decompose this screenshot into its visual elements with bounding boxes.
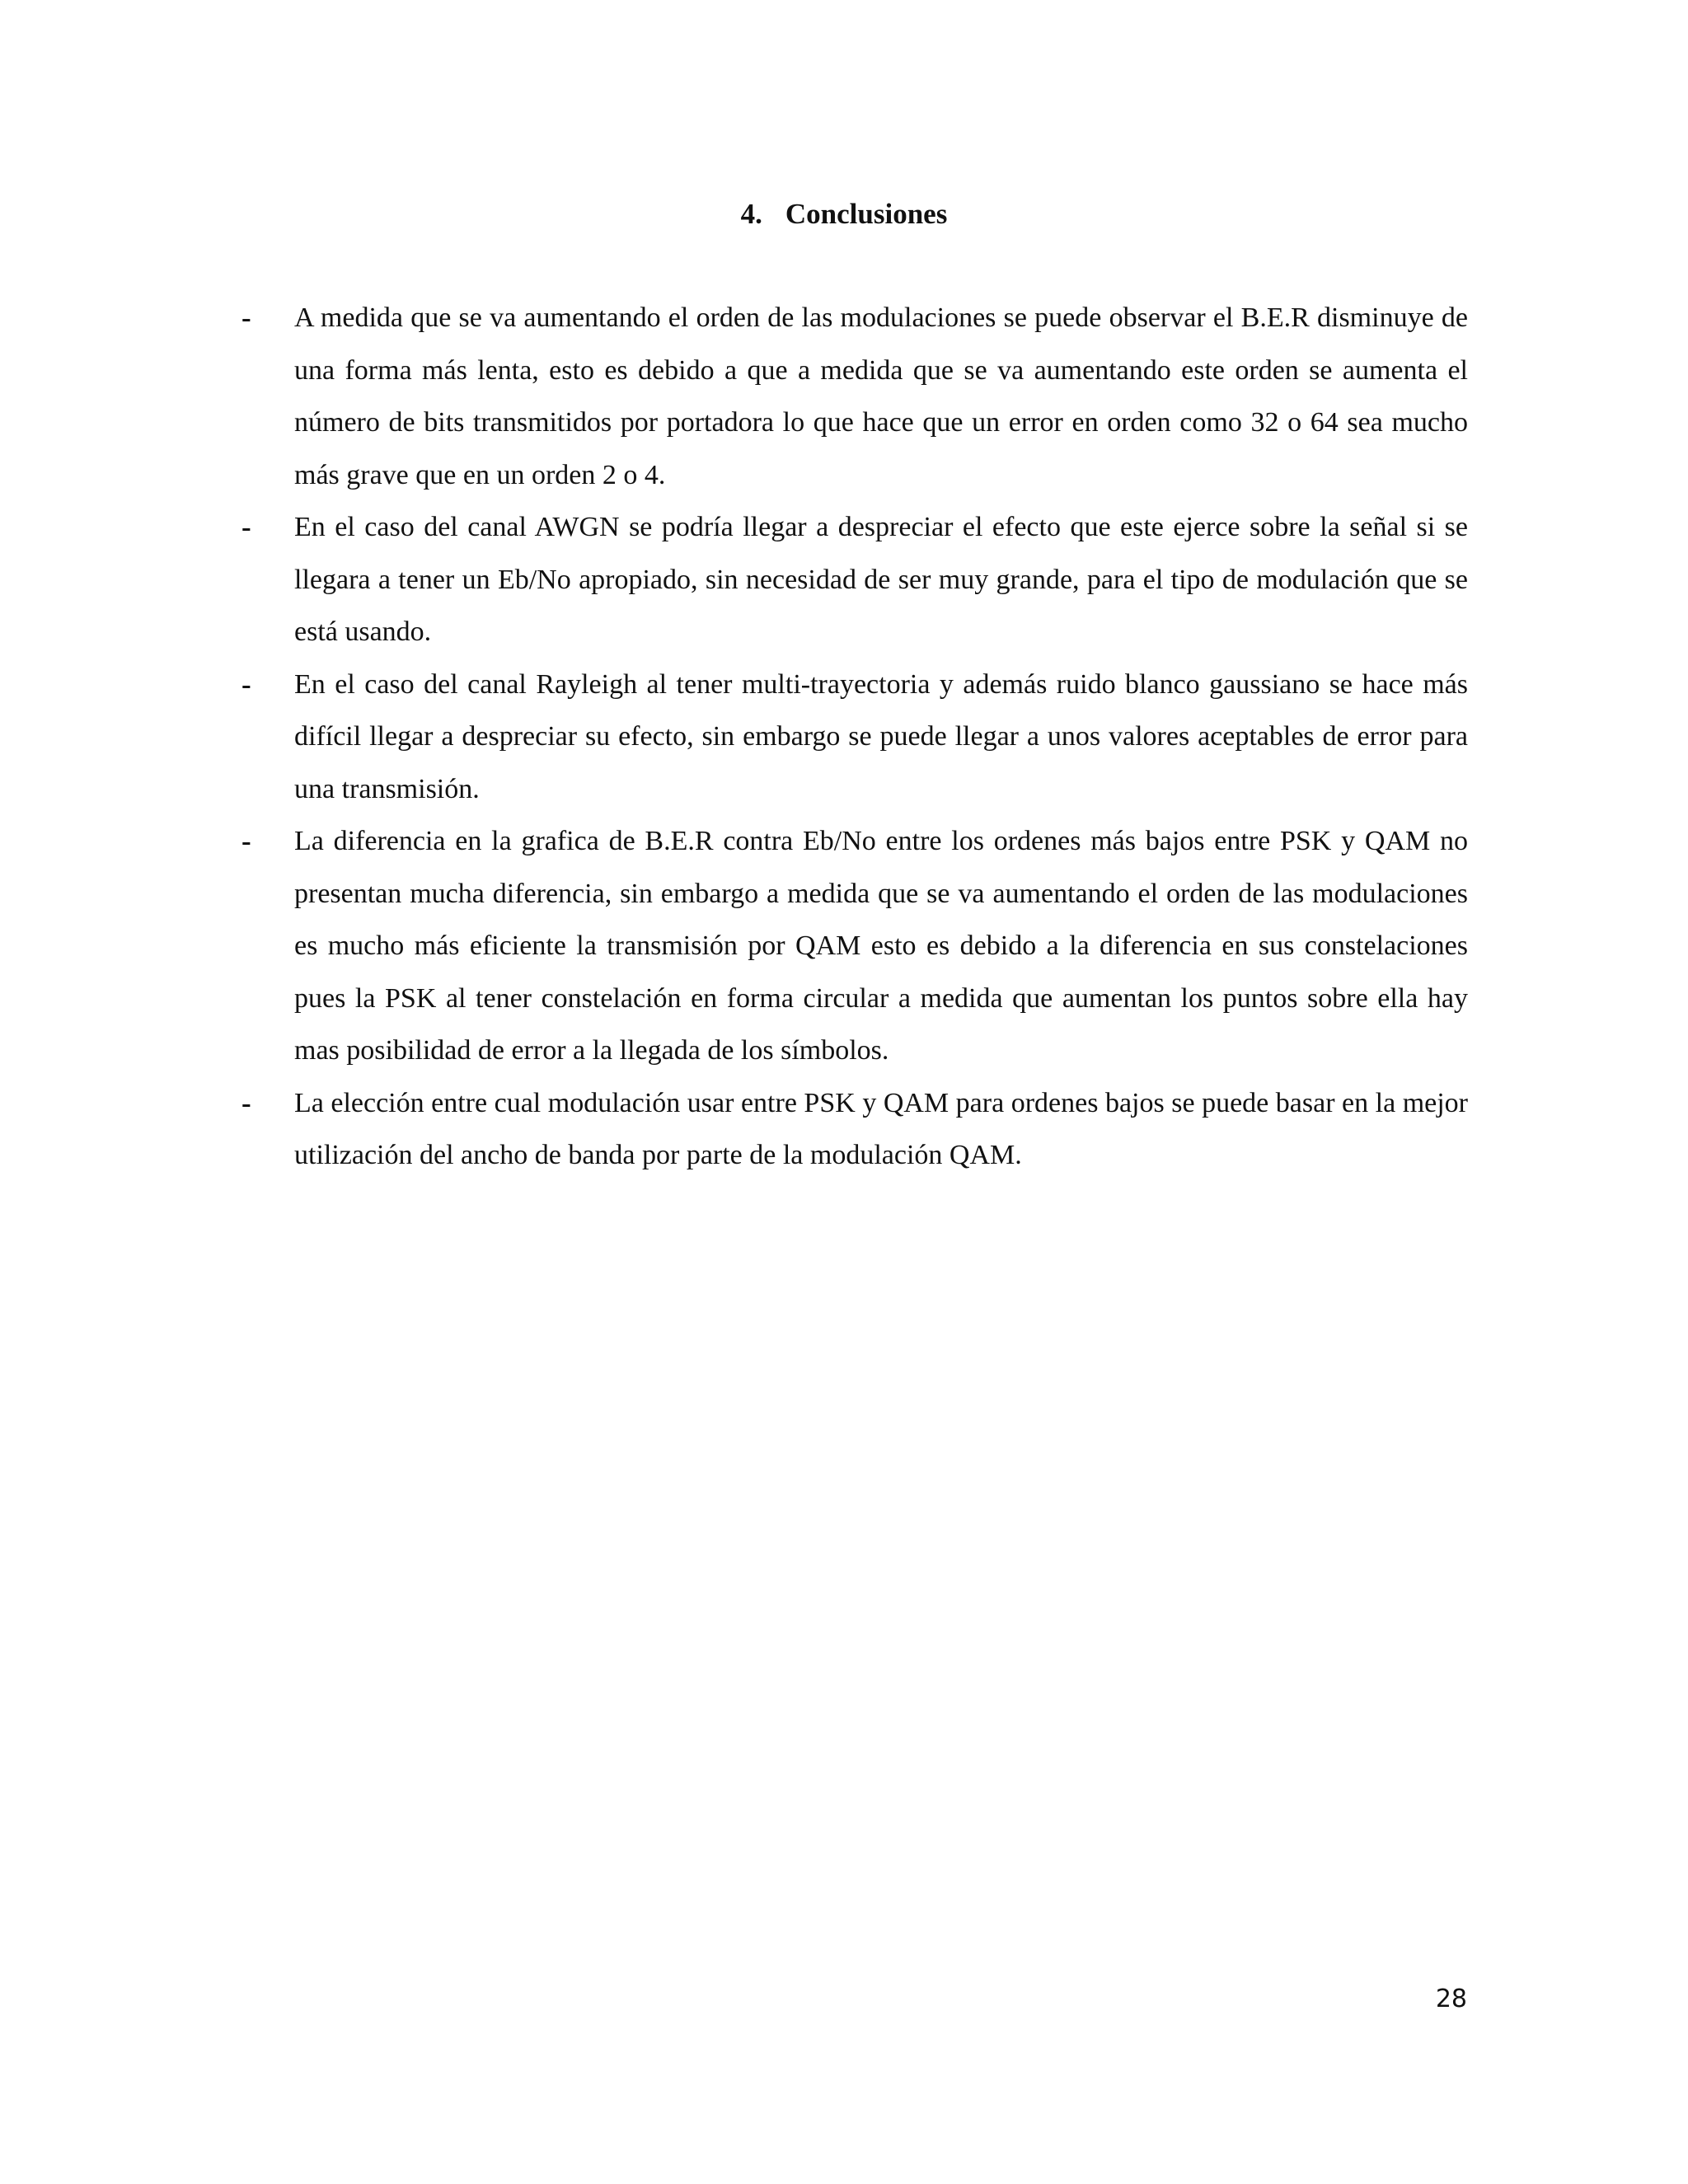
conclusion-text: La diferencia en la grafica de B.E.R contra Eb/No entre los ordenes más bajos entre PSK y QAM no presentan mucha diferencia, sin embargo a medida que se va aumentando el orden de las modulaciones es mucho más eficiente la transmisión por QAM esto es debido a la diferencia en sus constelaciones pues la PSK al tener constelación en forma circular a medida que aumentan los puntos sobre ella hay mas posibilidad de error a la llegada de los símbolos. [294,826,1468,1066]
bullet-dash: - [241,668,251,701]
conclusion-text: A medida que se va aumentando el orden de las modulaciones se puede observar el B.E.R disminuye de una forma más lenta, esto es debido a que a medida que se va aumentando este orden se aumenta el número de bits transmitidos por portadora lo que hace que un error en orden como 32 o 64 sea mucho más grave que en un orden 2 o 4. [294,302,1468,490]
conclusions-list [241,292,1468,1182]
section-title: Conclusiones [785,198,948,230]
section-heading [0,194,1688,234]
bullet-dash: - [241,302,251,334]
bullet-dash: - [241,511,251,543]
section-number: 4. [740,198,762,230]
conclusion-text: En el caso del canal AWGN se podría llegar a despreciar el efecto que este ejerce sobre la señal si se llegara a tener un Eb/No apropiado, sin necesidad de ser muy grande, para el tipo de modulación que se está usando. [294,512,1468,647]
bullet-dash: - [241,1086,251,1119]
page-number: 28 [1435,1985,1467,2013]
conclusion-text: La elección entre cual modulación usar entre PSK y QAM para ordenes bajos se puede basar en la mejor utilización del ancho de banda por parte de la modulación QAM. [294,1087,1468,1170]
list-item [241,658,1468,816]
bullet-dash: - [241,825,251,857]
list-item [241,292,1468,501]
list-item [241,815,1468,1077]
list-item [241,501,1468,658]
list-item [241,1077,1468,1182]
conclusion-text: En el caso del canal Rayleigh al tener multi-trayectoria y además ruido blanco gaussiano se hace más difícil llegar a despreciar su efecto, sin embargo se puede llegar a unos valores aceptables de error para una transmisión. [294,668,1468,804]
